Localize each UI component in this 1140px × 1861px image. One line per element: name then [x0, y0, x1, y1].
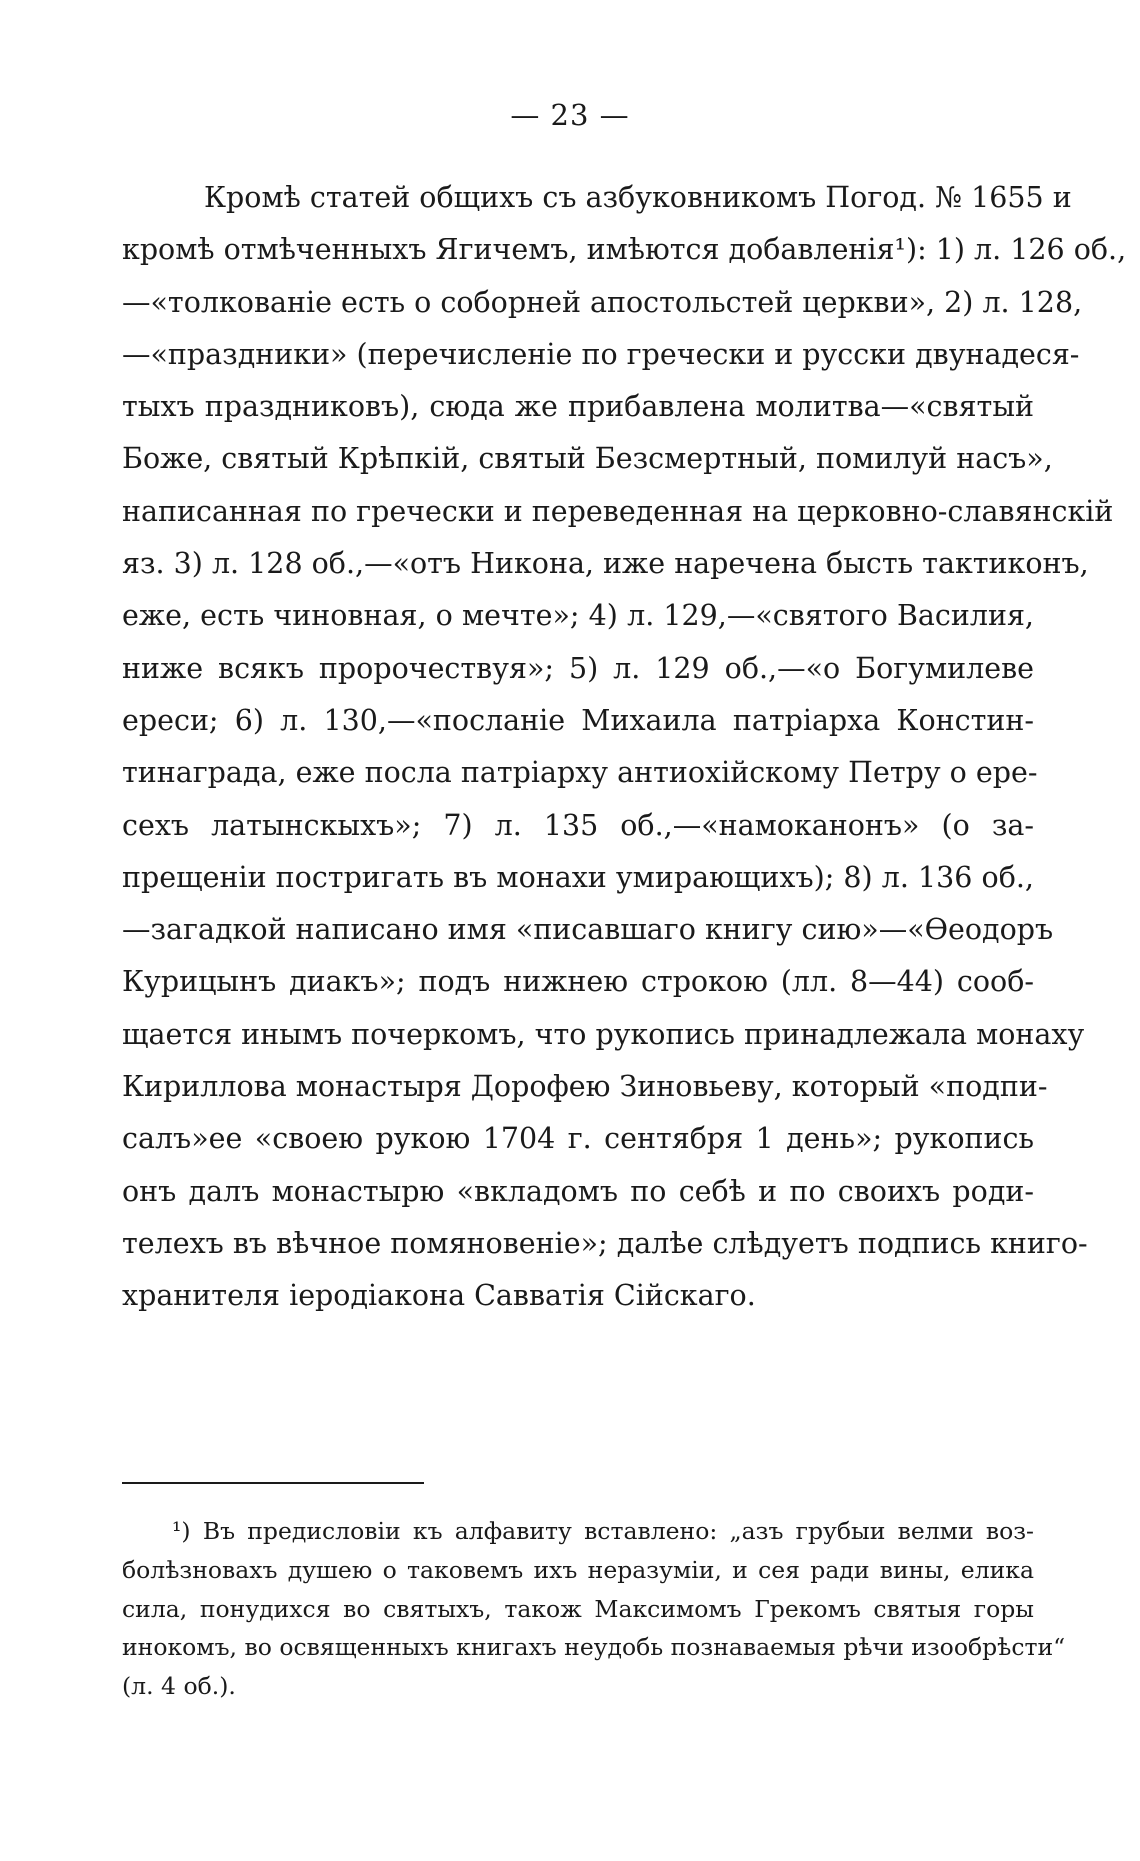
- footnote-line: болѣзновахъ душею о таковемъ ихъ неразуміи, и сея ради вины, елика: [122, 1555, 1034, 1584]
- text-line: еже, есть чиновная, о мечте»; 4) л. 129,—«святого Василия,: [122, 599, 1034, 633]
- text-line: Кромѣ статей общихъ съ азбуковникомъ Погод. № 1655 и: [204, 181, 1072, 214]
- text-line: тыхъ праздниковъ), сюда же прибавлена молитва—«святый: [122, 390, 1034, 424]
- text-line: ниже всякъ пророчествуя»; 5) л. 129 об.,—«о Богумилеве: [122, 651, 1034, 685]
- footnote-divider: [122, 1482, 424, 1484]
- text-line: —«праздники» (перечисленіе по гречески и русски двунадеся-: [122, 337, 1080, 371]
- text-line: прещеніи постригать въ монахи умирающихъ); 8) л. 136 об.,: [122, 860, 1034, 894]
- text-line: —загадкой написано имя «писавшаго книгу сию»—«Ѳеодоръ: [122, 913, 1054, 947]
- text-line: салъ»ее «своею рукою 1704 г. сентября 1 день»; рукопись: [122, 1122, 1034, 1156]
- footnote-line: сила, понудихся во святыхъ, також Максимомъ Грекомъ святыя горы: [122, 1594, 1034, 1623]
- footnote: [122, 1512, 1066, 1706]
- text-line: сехъ латынскыхъ»; 7) л. 135 об.,—«намоканонъ» (о за-: [122, 808, 1034, 842]
- main-paragraph: [122, 172, 1127, 1323]
- page-number: — 23 —: [510, 98, 630, 132]
- footnote-line: инокомъ, во освященныхъ книгахъ неудобь познаваемыя рѣчи изообрѣсти“: [122, 1633, 1066, 1662]
- text-line: Боже, святый Крѣпкій, святый Безсмертный, помилуй насъ»,: [122, 442, 1053, 476]
- text-line: онъ далъ монастырю «вкладомъ по себѣ и по своихъ роди-: [122, 1174, 1034, 1208]
- text-line: кромѣ отмѣченныхъ Ягичемъ, имѣются добавленія¹): 1) л. 126 об.,: [122, 233, 1127, 267]
- text-line: ереси; 6) л. 130,—«посланіе Михаила патріарха Констин-: [122, 703, 1034, 737]
- text-line: написанная по гречески и переведенная на церковно-славянскій: [122, 494, 1114, 528]
- footnote-line: (л. 4 об.).: [122, 1672, 236, 1701]
- text-line: хранителя іеродіакона Савватія Сійскаго.: [122, 1279, 756, 1313]
- text-line: щается инымъ почеркомъ, что рукопись принадлежала монаху: [122, 1017, 1085, 1051]
- footnote-line: ¹) Въ предисловіи къ алфавиту вставлено: „азъ грубыи велми воз-: [172, 1517, 1034, 1545]
- text-line: яз. 3) л. 128 об.,—«отъ Никона, иже наречена бысть тактиконъ,: [122, 547, 1089, 581]
- text-line: телехъ въ вѣчное помяновеніе»; далѣе слѣдуетъ подпись книго-: [122, 1226, 1088, 1260]
- text-line: тинаграда, еже посла патріарху антиохійскому Петру о ере-: [122, 756, 1038, 790]
- text-line: Кириллова монастыря Дорофею Зиновьеву, который «подпи-: [122, 1070, 1048, 1104]
- text-line: —«толкованіе есть о соборней апостольстей церкви», 2) л. 128,: [122, 285, 1083, 319]
- text-line: Курицынъ диакъ»; подъ нижнею строкою (лл. 8—44) сооб-: [122, 965, 1034, 999]
